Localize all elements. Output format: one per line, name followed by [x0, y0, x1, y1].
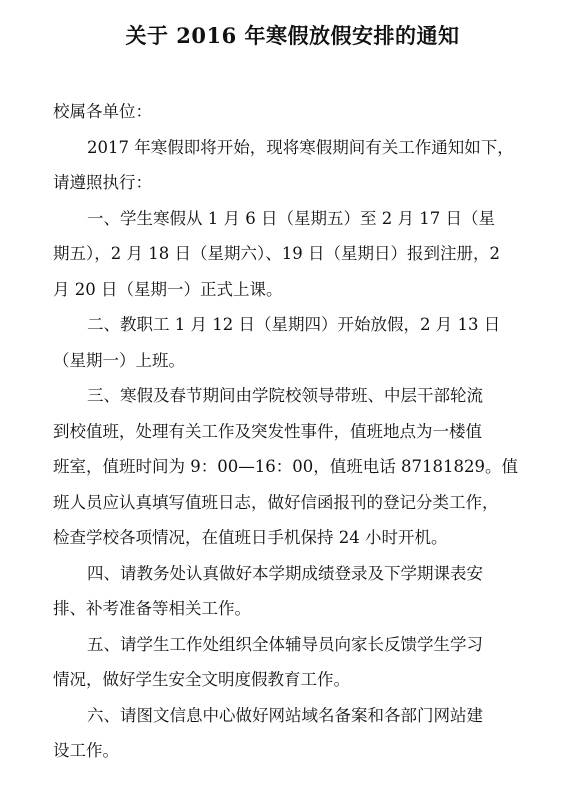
paragraph-line: 期五），2 月 18 日（星期六）、19 日（星期日）报到注册，2 — [53, 244, 500, 263]
paragraph-line: 月 20 日（星期一）正式上课。 — [53, 279, 283, 299]
paragraph-line: 班室，值班时间为 9：00—16：00，值班电话 87181829。值 — [53, 457, 518, 476]
paragraph-line: 六、请图文信息中心做好网站域名备案和各部门网站建 — [87, 705, 483, 725]
paragraph-line: 三、寒假及春节期间由学院校领导带班、中层干部轮流 — [87, 386, 483, 405]
paragraph-line: （星期一）上班。 — [53, 350, 185, 370]
paragraph-line: 二、教职工 1 月 12 日（星期四）开始放假，2 月 13 日 — [87, 315, 501, 334]
paragraph-line: 请遵照执行： — [53, 173, 152, 192]
paragraph-line: 四、请教务处认真做好本学期成绩登录及下学期课表安 — [87, 563, 483, 583]
paragraph-line: 情况，做好学生安全文明度假教育工作。 — [53, 670, 350, 689]
greeting-line: 校属各单位： — [53, 102, 152, 121]
paragraph-line: 五、请学生工作处组织全体辅导员向家长反馈学生学习 — [87, 634, 483, 654]
paragraph-line: 班人员应认真填写值班日志，做好信函报刊的登记分类工作， — [53, 492, 499, 512]
paragraph-line: 2017 年寒假即将开始，现将寒假期间有关工作通知如下， — [87, 137, 514, 157]
paragraph-line: 一、学生寒假从 1 月 6 日（星期五）至 2 月 17 日（星 — [87, 208, 495, 228]
paragraph-line: 设工作。 — [53, 741, 119, 760]
paragraph-line: 检查学校各项情况，在值班日手机保持 24 小时开机。 — [53, 528, 448, 547]
document-body — [53, 94, 558, 769]
paragraph-line: 到校值班，处理有关工作及突发性事件，值班地点为一楼值 — [53, 421, 482, 441]
document-title: 关于 2016 年寒假放假安排的通知 — [125, 23, 460, 48]
paragraph-line: 排、补考准备等相关工作。 — [53, 599, 251, 618]
